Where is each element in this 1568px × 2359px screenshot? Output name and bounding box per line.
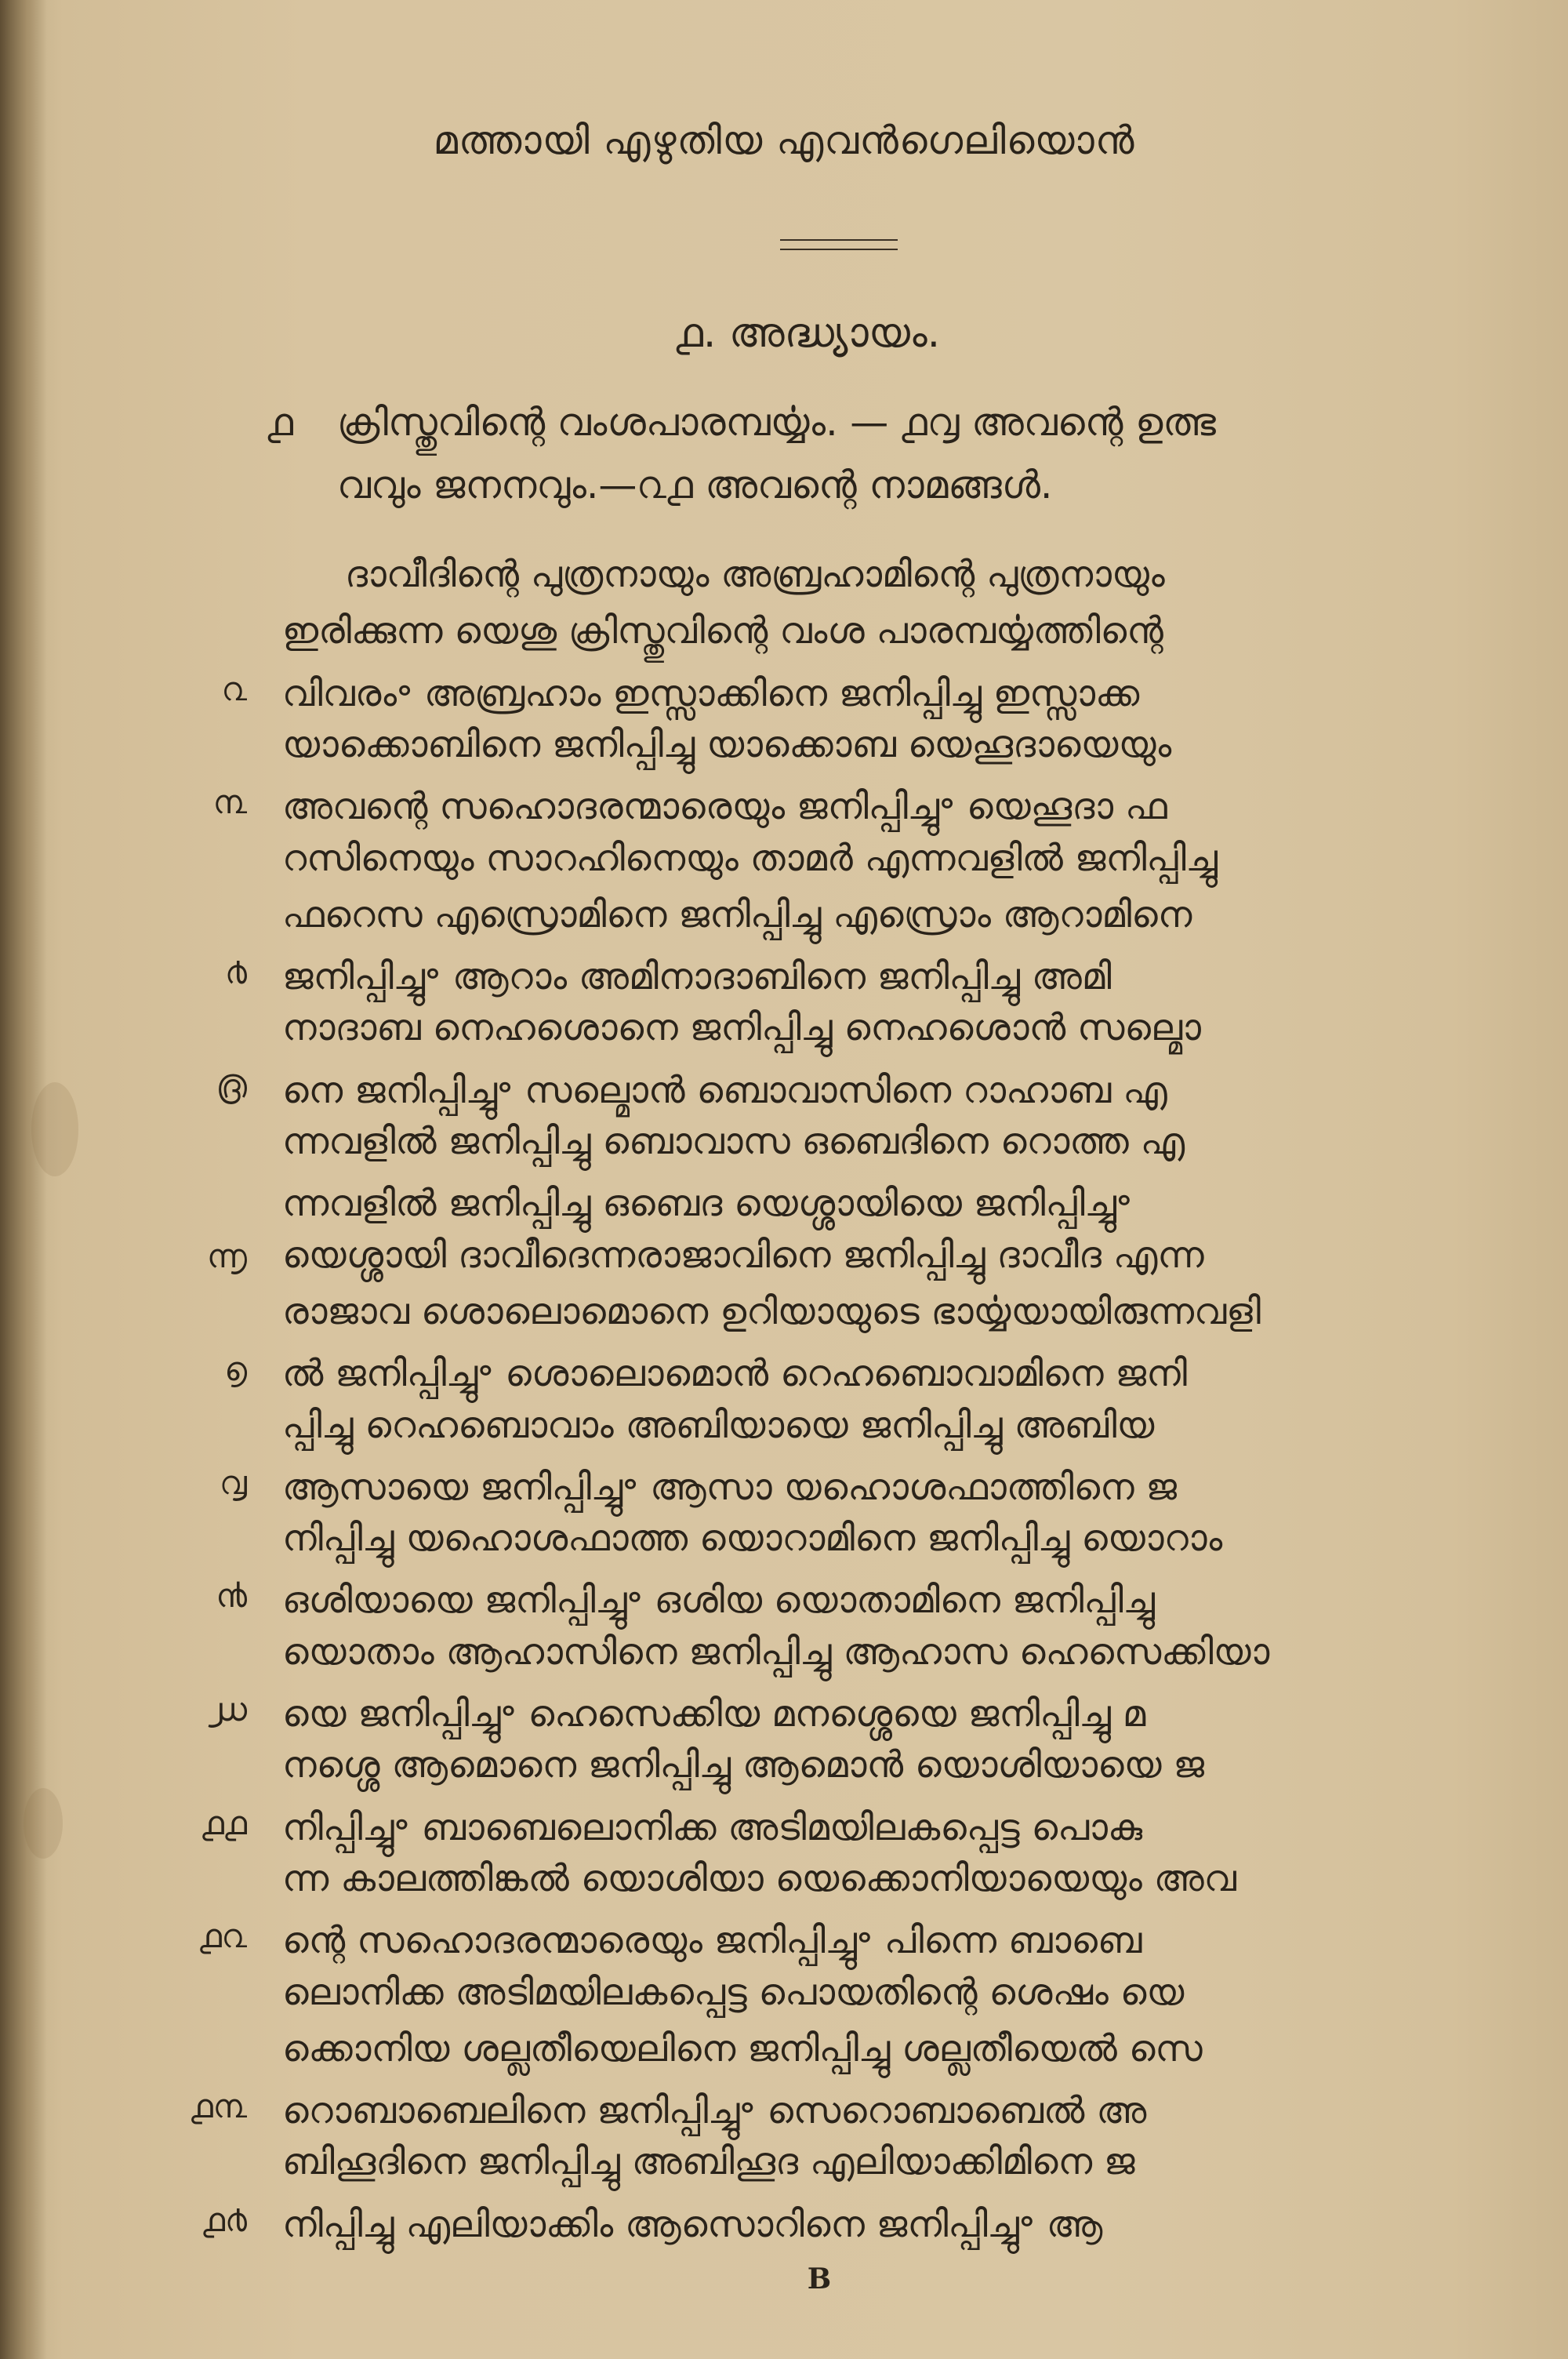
verse-number: ൩ [212, 783, 247, 821]
verse-number: ൬ [207, 1237, 247, 1275]
text-line: ബിഹൂദിനെ ജനിപ്പിച്ചു അബിഹൂദ എലിയാക്കിമിനെ ജ [282, 2140, 1135, 2183]
text-line: റൊബാബെലിനെ ജനിപ്പിച്ചു॰ സെറൊബാബെൽ അ [282, 2089, 1147, 2132]
verse-number: ൯ [216, 1576, 247, 1615]
text-line: നശ്ശെ ആമൊനെ ജനിപ്പിച്ചു ആമൊൻ യൊശിയായെ ജ [282, 1743, 1205, 1787]
summary-text: വവും ജനനവും.—൨൧ അവന്റെ നാമങ്ങൾ. [337, 463, 1053, 507]
summary-text: ക്രിസ്തുവിന്റെ വംശപാരമ്പൎയ്യം. — ൧൮ അവന്റെ ഉത്ഭ [337, 400, 1216, 445]
text-line: യെശ്ശായി ദാവീദെന്നരാജാവിനെ ജനിപ്പിച്ചു ദാവീദ എന്ന [282, 1234, 1204, 1277]
text-line: ഫറെസ എസ്രൊമിനെ ജനിപ്പിച്ചു എസ്രൊം ആറാമിനെ [282, 893, 1192, 936]
text-line: രാജാവ ശൊലൊമൊനെ ഉറിയായുടെ ഭാൎയ്യയായിരുന്നവളി [282, 1290, 1261, 1333]
text-line: യൊതാം ആഹാസിനെ ജനിപ്പിച്ചു ആഹാസ ഹെസെക്കിയാ [282, 1630, 1270, 1674]
verse-number: ൪ [225, 953, 247, 991]
summary-line [337, 463, 1560, 508]
text-line: ഒശിയായെ ജനിപ്പിച്ചു॰ ഒശിയ യൊതാമിനെ ജനിപ്പിച്ചു [282, 1579, 1155, 1622]
summary-line [267, 400, 1490, 445]
verse-number: ൰ [206, 1690, 247, 1728]
text-line: ന്റെ സഹൊദരന്മാരെയും ജനിപ്പിച്ചു॰ പിന്നെ ബാബെ [282, 1919, 1142, 1962]
verse-number: ൭ [224, 1350, 247, 1388]
text-line: ൽ ജനിപ്പിച്ചു॰ ശൊലൊമൊൻ റെഹബൊവാമിനെ ജനി [282, 1352, 1188, 1395]
text-line: ഇരിക്കുന്ന യെശു ക്രിസ്തുവിന്റെ വംശ പാരമ്പൎയ്യത്തിന്റെ [282, 609, 1163, 652]
verse-number: ൧൧ [201, 1804, 247, 1842]
verse-number: ൧൨ [198, 1917, 247, 1955]
page-title: മത്തായി എഴുതിയ എവൻഗെലിയൊൻ [433, 118, 1135, 163]
chapter-heading: ൧. അദ്ധ്യായം. [674, 310, 941, 357]
verse-number: ൧൪ [201, 2201, 247, 2239]
text-line: അവന്റെ സഹൊദരന്മാരെയും ജനിപ്പിച്ചു॰ യെഹൂദാ ഫ [282, 785, 1167, 828]
summary-number: ൧ [267, 400, 293, 445]
text-line: ലൊനിക്ക അടിമയിലകപ്പെട്ട പൊയതിന്റെ ശെഷം യെ [282, 1971, 1185, 2014]
text-line: നാദാബ നെഹശൊനെ ജനിപ്പിച്ചു നെഹശൊൻ സല്മൊ [282, 1006, 1201, 1049]
text-line: ന്നവളിൽ ജനിപ്പിച്ചു ബൊവാസ ഒബെദിനെ റൊത്ത എ [282, 1120, 1185, 1163]
text-line: ആസായെ ജനിപ്പിച്ചു॰ ആസാ യഹൊശഫാത്തിനെ ജ [282, 1466, 1178, 1509]
verse-number: ൨ [221, 670, 247, 708]
text-line: റസിനെയും സാറഹിനെയും താമർ എന്നവളിൽ ജനിപ്പിച്ചു [282, 837, 1218, 880]
text-line: യാക്കൊബിനെ ജനിപ്പിച്ചു യാക്കൊബ യെഹൂദായെയും [282, 723, 1172, 766]
text-line: ന്ന കാലത്തിങ്കൽ യൊശിയാ യെക്കൊനിയായെയും അവ [282, 1857, 1236, 1900]
text-line: ജനിപ്പിച്ചു॰ ആറാം അമിനാദാബിനെ ജനിപ്പിച്ചു അമി [282, 955, 1112, 998]
text-line: ക്കൊനിയ ശല്ലതീയെലിനെ ജനിപ്പിച്ചു ശല്ലതീയെൽ സെ [282, 2027, 1203, 2070]
text-line: നിപ്പിച്ചു എലിയാക്കിം ആസൊറിനെ ജനിപ്പിച്ചു॰ ആ [282, 2203, 1103, 2246]
title-rule [780, 239, 898, 250]
text-line: ന്നവളിൽ ജനിപ്പിച്ചു ഒബെദ യെശ്ശായിയെ ജനിപ്പിച്ചു॰ [282, 1182, 1132, 1225]
text-line: നിപ്പിച്ചു॰ ബാബെലൊനിക്ക അടിമയിലകപ്പെട്ട പൊകു [282, 1806, 1143, 1849]
text-line: നെ ജനിപ്പിച്ചു॰ സല്മൊൻ ബൊവാസിനെ റാഹാബ എ [282, 1069, 1167, 1112]
verse-number: ൮ [220, 1463, 247, 1502]
text-line: യെ ജനിപ്പിച്ചു॰ ഹെസെക്കിയ മനശ്ശെയെ ജനിപ്പിച്ചു മ [282, 1692, 1146, 1736]
paper-stain [31, 1082, 78, 1176]
paper-stain [24, 1788, 63, 1859]
verse-number: ൧൩ [190, 2087, 247, 2125]
text-line: പ്പിച്ചു റെഹബൊവാം അബിയായെ ജനിപ്പിച്ചു അബിയ [282, 1404, 1155, 1447]
verse-number: ൫ [216, 1067, 247, 1105]
signature-mark: B [807, 2263, 832, 2295]
text-line: വിവരം॰ അബ്രഹാം ഇസ്സാക്കിനെ ജനിപ്പിച്ചു ഇസ്സാക്ക [282, 672, 1140, 715]
text-line: ദാവീദിന്റെ പുത്രനായും അബ്രഹാമിന്റെ പുത്രനായും [345, 553, 1165, 596]
text-line: നിപ്പിച്ചു യഹൊശഫാത്ത യൊറാമിനെ ജനിപ്പിച്ചു യൊറാം [282, 1517, 1223, 1560]
